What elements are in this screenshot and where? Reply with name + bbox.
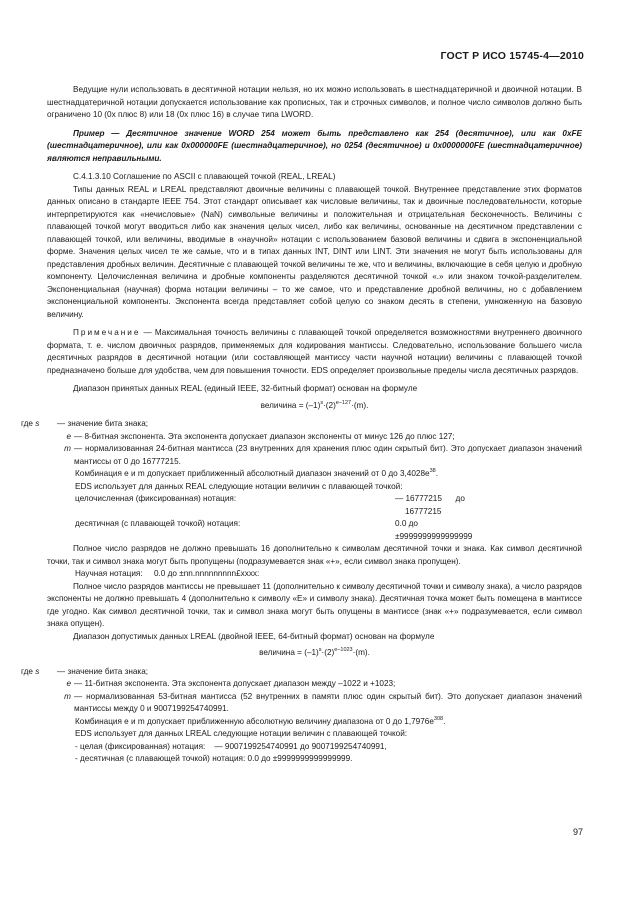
formula-exp: e–127 <box>335 399 352 406</box>
symbol-m: m <box>64 444 71 453</box>
definition-text: — 8-битная экспонента. Эта экспонента допускает диапазон экспоненты от минус 126 до плюс 127; <box>74 431 455 441</box>
definition-text: — значение бита знака; <box>57 419 149 428</box>
definition-s <box>21 418 582 431</box>
where-label: где <box>21 419 33 428</box>
paragraph-mantissa: Полное число разрядов мантиссы не превышает 11 (дополнительно к символу десятичной точки и символу знака), а число разрядов экспоненты не должно превышать 4 (дополнительно к символу «Е» и символу знака). Десятичная точка может быть помещена в мантиссе где угодно. Как символ десятичной точки, так и символ знака могут быть опущены в мантиссе (знак «+» подразумевается, если символ знака опущен). <box>47 581 582 628</box>
eds-real: EDS использует для данных REAL следующие нотации величин с плавающей точкой: <box>75 481 403 491</box>
row-value: — 16777215 до <box>395 494 465 503</box>
definition-e-real <box>47 431 582 444</box>
paragraph-real-lreal: Типы данных REAL и LREAL представляют двоичные величины с плавающей точкой. Внутреннее представление этих форматов данных описано в стандарте IEEE 754. Этот стандарт описывает как числовые величины, так и двоичные последовательности, которые интерпретируются как «нечисловые» (NaN) символьные величины и положительная и отрицательная бесконечность. Величины с плавающей точкой могут вводиться либо как значения целых чисел, либо как величины, основанные на десятичном представлении с плавающей точкой, или величины, вводимые в «научной» нотации с использованием базовой величины и сдвига в экспоненциальной форме. Значения целых чисел те же самые, что и в типах данных INT, DINT или LINT. Эти значения не могут быть использованы для представления дробных величин. Десятичные с плавающей точкой величины те же, что и величины, включающие в себя целую и дробную компоненту. Целочисленная величина и дробные компоненты разделяются десятичной точкой «.» или знаком точкой-разделителем. Экспоненциальная (научная) форма нотации величины – то же самое, что и представление дробной величины, но с добавлением экспоненциальной компоненты. Экспонента всегда представляет собой целую со знаком десять в степени, умноженную на базовую величину. <box>47 184 582 319</box>
formula-text: ·(m). <box>352 648 370 657</box>
row-value: ±9999999999999999 <box>395 531 473 541</box>
lreal-formula <box>47 647 582 660</box>
real-dec-row <box>47 518 582 543</box>
combo-text: Комбинация e и m допускает приближенную абсолютную величину диапазона от 0 до 1,7976e <box>75 716 434 726</box>
formula-sign-exp: s <box>318 647 322 653</box>
row-label: целочисленная (фиксированная) нотация: <box>75 494 237 503</box>
symbol-m: m <box>64 691 71 701</box>
definition-text: — нормализованная 53-битная мантисса (52 внутренних в памяти плюс один скрытый бит). Это допускает диапазон значений мантиссы между 0 и 9007199254740991. <box>74 691 582 713</box>
paragraph-leading-zeros: Ведущие нули использовать в десятичной нотации нельзя, но их можно использовать в шестнадцатеричной и двоичной нотации. В шестнадцатеричной нотации допускается использование как прописных, так и строчных символов, и полное число символов должно быть ограничено 10 (0х плюс 8) или 18 (0х плюс 16) в случае типа LWORD. <box>47 85 582 119</box>
lreal-range-intro: Диапазон допустимых данных LREAL (двойной IEEE, 64-битный формат) основан на формуле <box>73 631 435 641</box>
row-value: 0.0 до <box>395 519 418 528</box>
symbol-s: s <box>35 419 40 428</box>
document-body <box>21 84 582 766</box>
symbol-s: s <box>35 666 40 676</box>
note-text: — Максимальная точность величины с плавающей точкой определяется возможностями внутреннего двоичного формата, т. е. числом двоичных разрядов, применяемых для кодирования мантиссы. Следовательно, использование большего числа десятичных разрядов в десятичной нотации (или составляющей мантиссу части научной нотации) величины с плавающей точкой предназначено больше для удобства, чем для повышения точности. EDS определяет произвольные пределы числа десятичных разрядов. <box>47 328 582 375</box>
where-label: где <box>21 666 33 676</box>
formula-sign-exp: s <box>320 399 324 406</box>
combo-text: . <box>435 469 438 478</box>
real-formula <box>47 400 582 413</box>
page-number: 97 <box>572 827 583 837</box>
formula-text: ·(2) <box>321 648 335 657</box>
definition-text: — нормализованная 24-битная мантисса (23 внутренних для хранения плюс один скрытый бит). Это допускает диапазон значений мантиссы от 0 до 16777215. <box>74 444 582 466</box>
definition-text: — значение бита знака; <box>57 666 149 676</box>
formula-text: ·(2) <box>323 400 336 410</box>
definition-m-real <box>47 443 582 468</box>
definition-m-lreal <box>47 691 582 716</box>
combo-exp: 38 <box>429 468 436 474</box>
lreal-dec-notation: - десятичная (с плавающей точкой) нотация: 0.0 до ±9999999999999999. <box>75 754 353 763</box>
note-label: Примечание <box>73 328 141 337</box>
lreal-int-notation: - целая (фиксированная) нотация: — 9007199254740991 до 9007199254740991, <box>75 741 387 751</box>
row-label: десятичная (с плавающей точкой) нотация: <box>75 519 241 528</box>
symbol-e: e <box>66 431 71 441</box>
formula-text: величина = (–1) <box>259 648 319 657</box>
combo-text: Комбинация e и m допускает приближенный абсолютный диапазон значений от 0 до 3,4028e <box>75 469 430 478</box>
row-value: 16777215 <box>405 506 442 516</box>
document-id-header: ГОСТ Р ИСО 15745-4—2010 <box>440 50 584 62</box>
paragraph-digits: Полное число разрядов не должно превышать 16 дополнительно к символам десятичной точки и знака. Как символ десятичной точки, так и символ знака могут быть пропущены (подразумевается знак «+», если символ знака пропущен). <box>47 544 582 566</box>
combo-text: . <box>443 716 446 726</box>
real-int-row <box>47 493 582 518</box>
sci-notation: Научная нотация: 0.0 до ±nn.nnnnnnnnn£xxxx: <box>75 569 260 578</box>
eds-lreal: EDS использует для данных LREAL следующие нотации величин с плавающей точкой: <box>75 729 408 738</box>
formula-text: величина = (–1) <box>260 400 321 410</box>
definition-s-lreal <box>21 666 582 679</box>
definition-e-lreal <box>47 678 582 691</box>
note-paragraph <box>47 327 582 377</box>
formula-text: ·(m). <box>351 400 369 410</box>
real-range-intro: Диапазон принятых данных REAL (единый IEEE, 32-битный формат) основан на формуле <box>73 384 418 393</box>
formula-exp: e–1023 <box>334 647 353 653</box>
symbol-e: e <box>66 679 71 688</box>
definition-text: — 11-битная экспонента. Эта экспонента допускает диапазон между –1022 и +1023; <box>74 679 396 688</box>
combo-exp: 308 <box>433 715 444 722</box>
combo-lreal <box>47 716 582 729</box>
combo-real <box>47 468 582 481</box>
example-paragraph: Пример — Десятичное значение WORD 254 может быть представлено как 254 (десятичное), или как 0xFE (шестнадцатеричное), или как 0x000000FE (шестнадцатеричное), но 0254 (десятичное) и 0x0000000FE (шестнадцатеричное) являются неправильными. <box>47 128 582 163</box>
section-heading: C.4.1.3.10 Соглашение по ASCII с плавающей точкой (REAL, LREAL) <box>73 172 336 181</box>
